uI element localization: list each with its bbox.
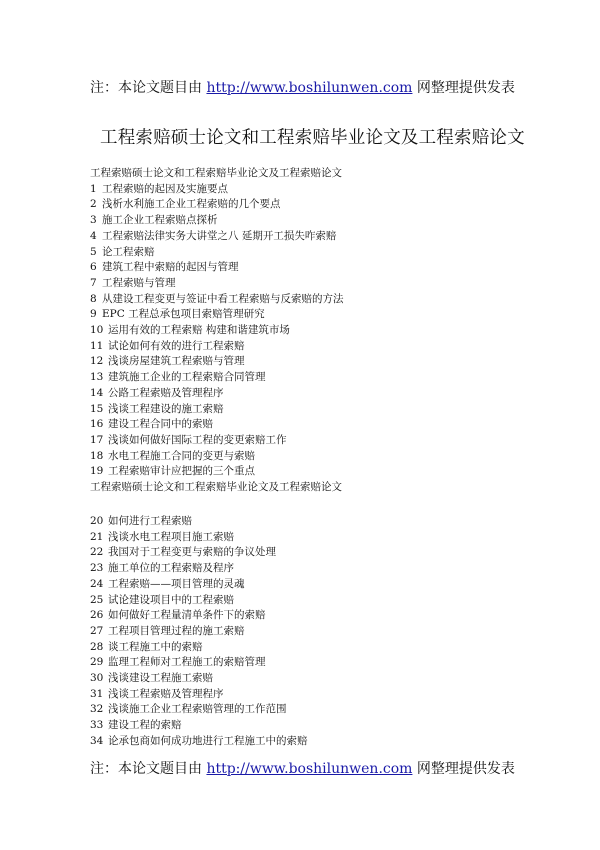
paper-title-item: [90, 433, 344, 449]
item-title: 如何进行工程索赔: [108, 515, 192, 527]
item-number: 28: [90, 640, 104, 653]
paper-title-item: [90, 370, 344, 386]
item-title: 工程索赔——项目管理的灵魂: [108, 577, 245, 590]
item-number: 2: [90, 198, 97, 211]
item-number: 32: [90, 703, 104, 716]
item-number: 13: [90, 371, 104, 384]
item-number: 16: [90, 418, 104, 431]
item-title: 建筑工程中索赔的起因与管理: [102, 261, 239, 274]
item-number: 33: [90, 719, 104, 732]
paper-title-item: [90, 213, 344, 229]
paper-title-item: [90, 276, 344, 292]
source-note-bottom: [90, 760, 515, 778]
item-title: 浅谈工程建设的施工索赔: [108, 402, 224, 415]
item-title: 建筑施工企业的工程索赔合同管理: [108, 371, 266, 384]
item-title: 浅析水利施工企业工程索赔的几个要点: [102, 198, 281, 211]
item-number: 6: [90, 261, 97, 274]
paper-title-item: [90, 655, 308, 671]
item-number: 20: [90, 515, 104, 527]
paper-title-item: [90, 577, 308, 593]
paper-title-item: [90, 734, 308, 750]
item-title: 浅谈建设工程施工索赔: [108, 672, 213, 685]
item-title: 从建设工程变更与签证中看工程索赔与反索赔的方法: [102, 292, 344, 305]
item-number: 24: [90, 577, 104, 590]
item-title: 论承包商如何成功地进行工程施工中的索赔: [108, 734, 308, 747]
paper-title-item: [90, 624, 308, 640]
item-number: 3: [90, 214, 97, 227]
paper-title-item: [90, 464, 344, 480]
item-number: 29: [90, 656, 104, 669]
paper-title-item: [90, 245, 344, 261]
paper-title-item: [90, 339, 344, 355]
paper-title-item: [90, 229, 344, 245]
paper-title-item: [90, 702, 308, 718]
item-number: 4: [90, 229, 97, 242]
item-number: 1: [90, 182, 97, 195]
paper-title-item: [90, 640, 308, 656]
paper-title-item: [90, 417, 344, 433]
item-number: 5: [90, 245, 97, 258]
item-title: 监理工程师对工程施工的索赔管理: [108, 656, 266, 669]
item-title: 浅谈如何做好国际工程的变更索赔工作: [108, 433, 287, 446]
paper-title-item: [90, 197, 344, 213]
note-suffix: 网整理提供发表: [416, 80, 515, 96]
paper-title-item: [90, 687, 308, 703]
item-title: 水电工程施工合同的变更与索赔: [108, 449, 255, 462]
item-number: 11: [90, 339, 104, 352]
document-title: 工程索赔硕士论文和工程索赔毕业论文及工程索赔论文: [100, 128, 525, 148]
source-link[interactable]: http://www.boshilunwen.com: [206, 761, 413, 777]
note-prefix: 注：本论文题目由: [90, 80, 202, 96]
item-title: 施工单位的工程索赔及程序: [108, 562, 234, 575]
item-title: 谈工程施工中的索赔: [108, 640, 203, 653]
paper-title-item: [90, 292, 344, 308]
item-number: 34: [90, 734, 104, 747]
item-title: 建设工程合同中的索赔: [108, 418, 213, 431]
paper-title-item: [90, 718, 308, 734]
paper-title-item: [90, 671, 308, 687]
note-suffix: 网整理提供发表: [416, 761, 515, 777]
item-number: 7: [90, 276, 97, 289]
item-title: 工程索赔与管理: [102, 276, 176, 289]
item-title: 工程索赔的起因及实施要点: [102, 182, 228, 195]
paper-title-item: [90, 386, 344, 402]
item-title: 论工程索赔: [102, 245, 155, 258]
item-number: 27: [90, 624, 104, 637]
paper-title-item: [90, 449, 344, 465]
paper-title-item: [90, 514, 308, 530]
item-number: 17: [90, 433, 104, 446]
item-title: 施工企业工程索赔点探析: [102, 214, 218, 227]
paper-title-item: [90, 561, 308, 577]
item-title: 工程索赔法律实务大讲堂之八 延期开工损失咋索赔: [102, 229, 337, 242]
item-title: 运用有效的工程索赔 构建和谐建筑市场: [108, 324, 290, 337]
item-number: 18: [90, 449, 104, 462]
paper-title-item: [90, 530, 308, 546]
paper-title-item: [90, 545, 308, 561]
item-number: 22: [90, 546, 104, 559]
paper-list-section-b: [90, 514, 308, 750]
item-title: EPC 工程总承包项目索赔管理研究: [102, 308, 265, 321]
paper-title-item: [90, 323, 344, 339]
source-link[interactable]: http://www.boshilunwen.com: [206, 80, 413, 96]
item-number: 12: [90, 355, 104, 368]
item-number: 19: [90, 465, 104, 478]
item-title: 浅谈工程索赔及管理程序: [108, 687, 224, 700]
item-number: 25: [90, 593, 104, 606]
paper-list-section-a: [90, 166, 344, 496]
paper-title-item: [90, 593, 308, 609]
item-number: 26: [90, 609, 104, 622]
section-heading: 工程索赔硕士论文和工程索赔毕业论文及工程索赔论文: [90, 481, 342, 494]
paper-title-item: [90, 182, 344, 198]
item-title: 浅谈施工企业工程索赔管理的工作范围: [108, 703, 287, 716]
item-title: 如何做好工程量清单条件下的索赔: [108, 609, 266, 622]
item-title: 我国对于工程变更与索赔的争议处理: [108, 546, 276, 559]
item-number: 9: [90, 308, 97, 321]
item-number: 31: [90, 687, 104, 700]
item-title: 浅谈房屋建筑工程索赔与管理: [108, 355, 245, 368]
item-title: 浅谈水电工程项目施工索赔: [108, 530, 234, 543]
source-note-top: [90, 79, 515, 97]
paper-title-item: [90, 608, 308, 624]
item-number: 14: [90, 386, 104, 399]
note-prefix: 注：本论文题目由: [90, 761, 202, 777]
section-heading: 工程索赔硕士论文和工程索赔毕业论文及工程索赔论文: [90, 167, 342, 179]
item-number: 8: [90, 292, 97, 305]
item-number: 10: [90, 324, 104, 337]
paper-title-item: [90, 307, 344, 323]
item-title: 公路工程索赔及管理程序: [108, 386, 224, 399]
item-title: 建设工程的索赔: [108, 719, 182, 732]
item-title: 试论建设项目中的工程索赔: [108, 593, 234, 606]
item-title: 试论如何有效的进行工程索赔: [108, 339, 245, 352]
item-number: 15: [90, 402, 104, 415]
item-number: 23: [90, 562, 104, 575]
paper-title-item: [90, 260, 344, 276]
item-title: 工程项目管理过程的施工索赔: [108, 624, 245, 637]
item-number: 30: [90, 672, 104, 685]
item-title: 工程索赔审计应把握的三个重点: [108, 465, 255, 478]
paper-title-item: [90, 354, 344, 370]
paper-title-item: [90, 402, 344, 418]
item-number: 21: [90, 530, 104, 543]
